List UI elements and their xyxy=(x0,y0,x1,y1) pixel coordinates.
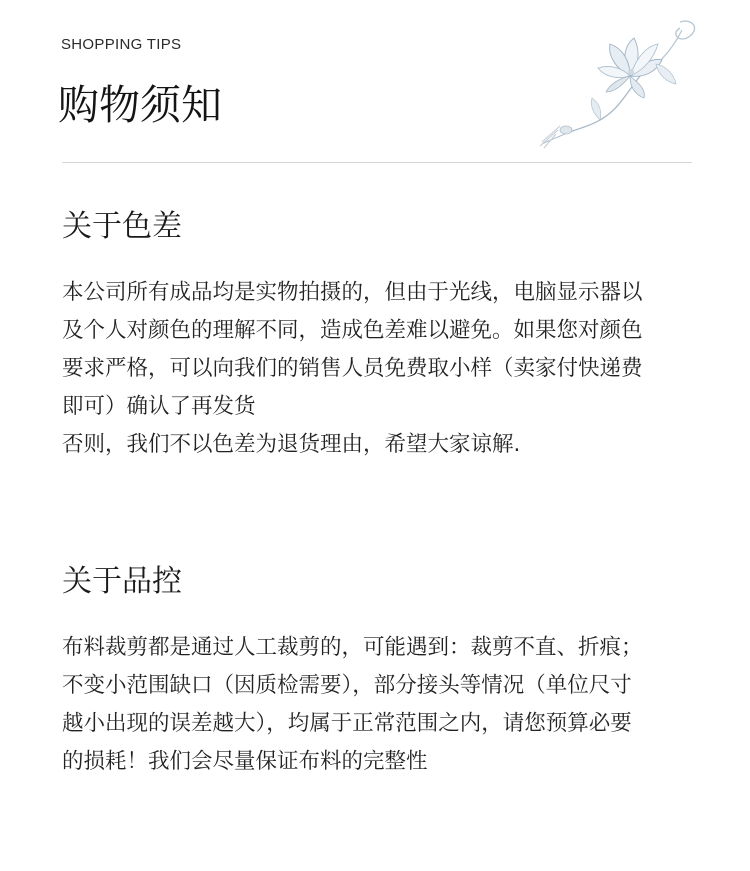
paragraph-line: 的损耗！我们会尽量保证布料的完整性 xyxy=(62,749,428,774)
section-quality-control xyxy=(62,560,702,781)
section-heading-color-difference: 关于色差 xyxy=(62,209,182,244)
lotus-flower-icon xyxy=(530,14,705,154)
paragraph-line: 不变小范围缺口（因质检需要），部分接头等情况（单位尺寸 xyxy=(62,673,632,698)
section-color-difference xyxy=(62,205,702,464)
paragraph-line: 及个人对颜色的理解不同，造成色差难以避免。如果您对颜色 xyxy=(62,318,643,343)
section-heading-quality-control: 关于品控 xyxy=(62,564,182,599)
paragraph-line: 要求严格，可以向我们的销售人员免费取小样（卖家付快递费 xyxy=(62,356,643,381)
paragraph-line: 布料裁剪都是通过人工裁剪的，可能遇到：裁剪不直、折痕； xyxy=(62,635,643,660)
header-divider xyxy=(62,162,692,163)
section-body-color-difference xyxy=(62,274,702,464)
paragraph-line: 否则，我们不以色差为退货理由，希望大家谅解. xyxy=(62,432,521,457)
paragraph-line: 即可）确认了再发货 xyxy=(62,394,256,419)
paragraph-line: 越小出现的误差越大），均属于正常范围之内，请您预算必要 xyxy=(62,711,632,736)
page-header xyxy=(0,0,750,166)
page-subtitle: SHOPPING TIPS xyxy=(61,36,182,53)
section-body-quality-control xyxy=(62,629,702,781)
paragraph-line: 本公司所有成品均是实物拍摄的，但由于光线，电脑显示器以 xyxy=(62,280,643,305)
page-title: 购物须知 xyxy=(58,81,222,129)
